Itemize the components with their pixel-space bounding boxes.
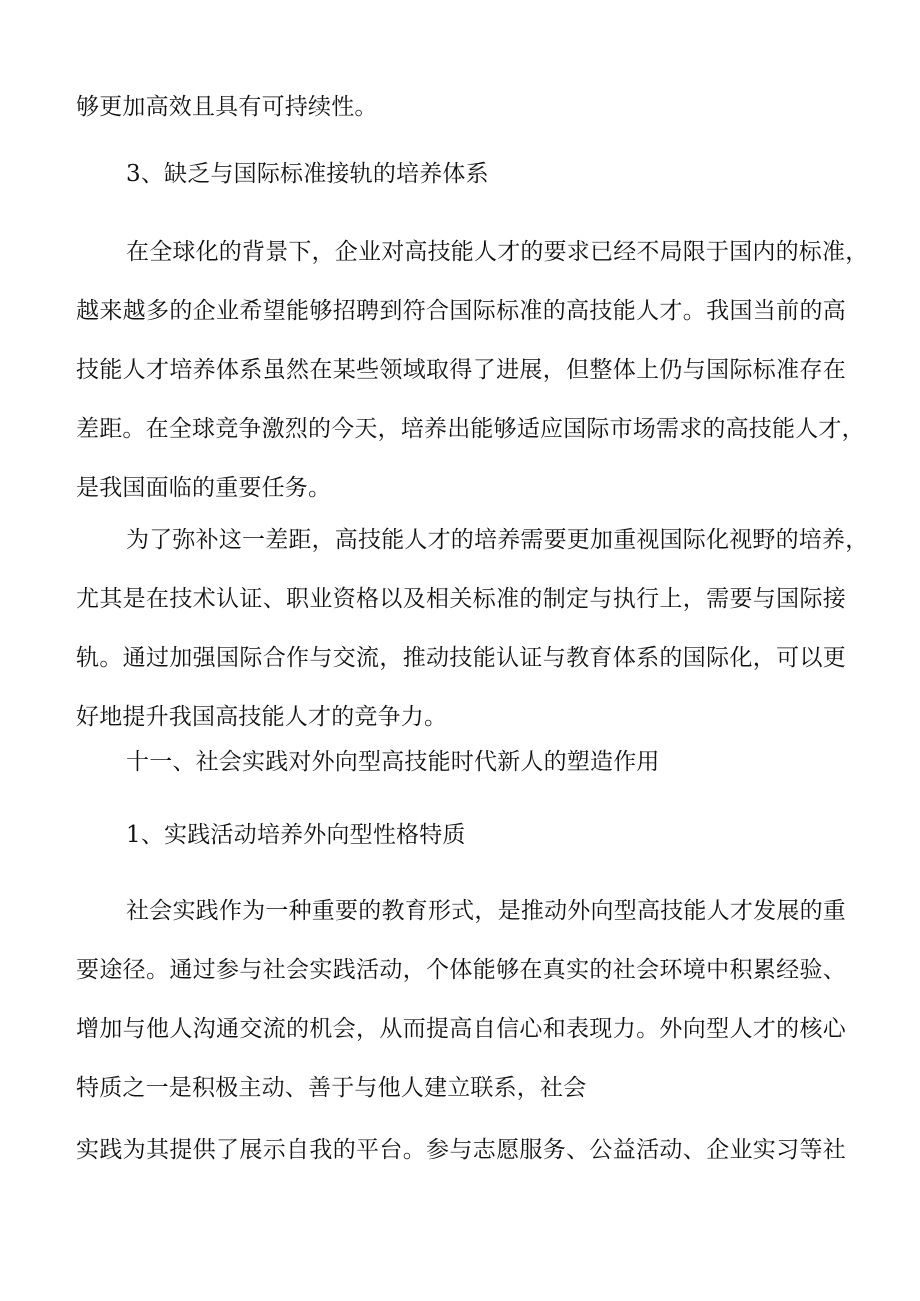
section-heading-1	[76, 806, 846, 865]
paragraph-gap-bridging	[76, 511, 869, 747]
heading-text: 3、缺乏与国际标准接轨的培养体系	[126, 161, 489, 187]
paragraph-globalization	[76, 223, 869, 518]
text-line: 增加与他人沟通交流的机会，从而提高自信心和表现力。外向型人才的核心	[76, 1016, 846, 1042]
section-heading-3	[76, 145, 846, 204]
text-line: 是我国面临的重要任务。	[76, 475, 332, 501]
paragraph-social-practice	[76, 882, 846, 1118]
text-line: 技能人才培养体系虽然在某些领域取得了进展，但整体上仍与国际标准存在	[76, 357, 846, 383]
text-line: 够更加高效且具有可持续性。	[76, 94, 378, 120]
text-line: 越来越多的企业希望能够招聘到符合国际标准的高技能人才。我国当前的高	[76, 298, 846, 324]
heading-text: 十一、社会实践对外向型高技能时代新人的塑造作用	[126, 749, 660, 775]
text-line: 特质之一是积极主动、善于与他人建立联系，社会	[76, 1075, 587, 1101]
paragraph-continuation-bottom	[76, 1121, 846, 1180]
text-line: 好地提升我国高技能人才的竞争力。	[76, 704, 448, 730]
text-line: 轨。通过加强国际合作与交流，推动技能认证与教育体系的国际化，可以更	[76, 645, 846, 671]
paragraph-continuation	[76, 78, 846, 137]
text-line: 尤其是在技术认证、职业资格以及相关标准的制定与执行上，需要与国际接	[76, 586, 846, 612]
chapter-heading-11	[76, 733, 846, 792]
text-line: 为了弥补这一差距，高技能人才的培养需要更加重视国际化视野的培养，	[126, 527, 869, 553]
text-line: 社会实践作为一种重要的教育形式，是推动外向型高技能人才发展的重	[126, 898, 846, 924]
text-line: 实践为其提供了展示自我的平台。参与志愿服务、公益活动、企业实习等社	[76, 1137, 846, 1163]
text-line: 要途径。通过参与社会实践活动，个体能够在真实的社会环境中积累经验、	[76, 957, 846, 983]
text-line: 差距。在全球竞争激烈的今天，培养出能够适应国际市场需求的高技能人才，	[76, 416, 865, 442]
text-line: 在全球化的背景下，企业对高技能人才的要求已经不局限于国内的标准，	[126, 239, 869, 265]
heading-text: 1、实践活动培养外向型性格特质	[126, 822, 466, 848]
